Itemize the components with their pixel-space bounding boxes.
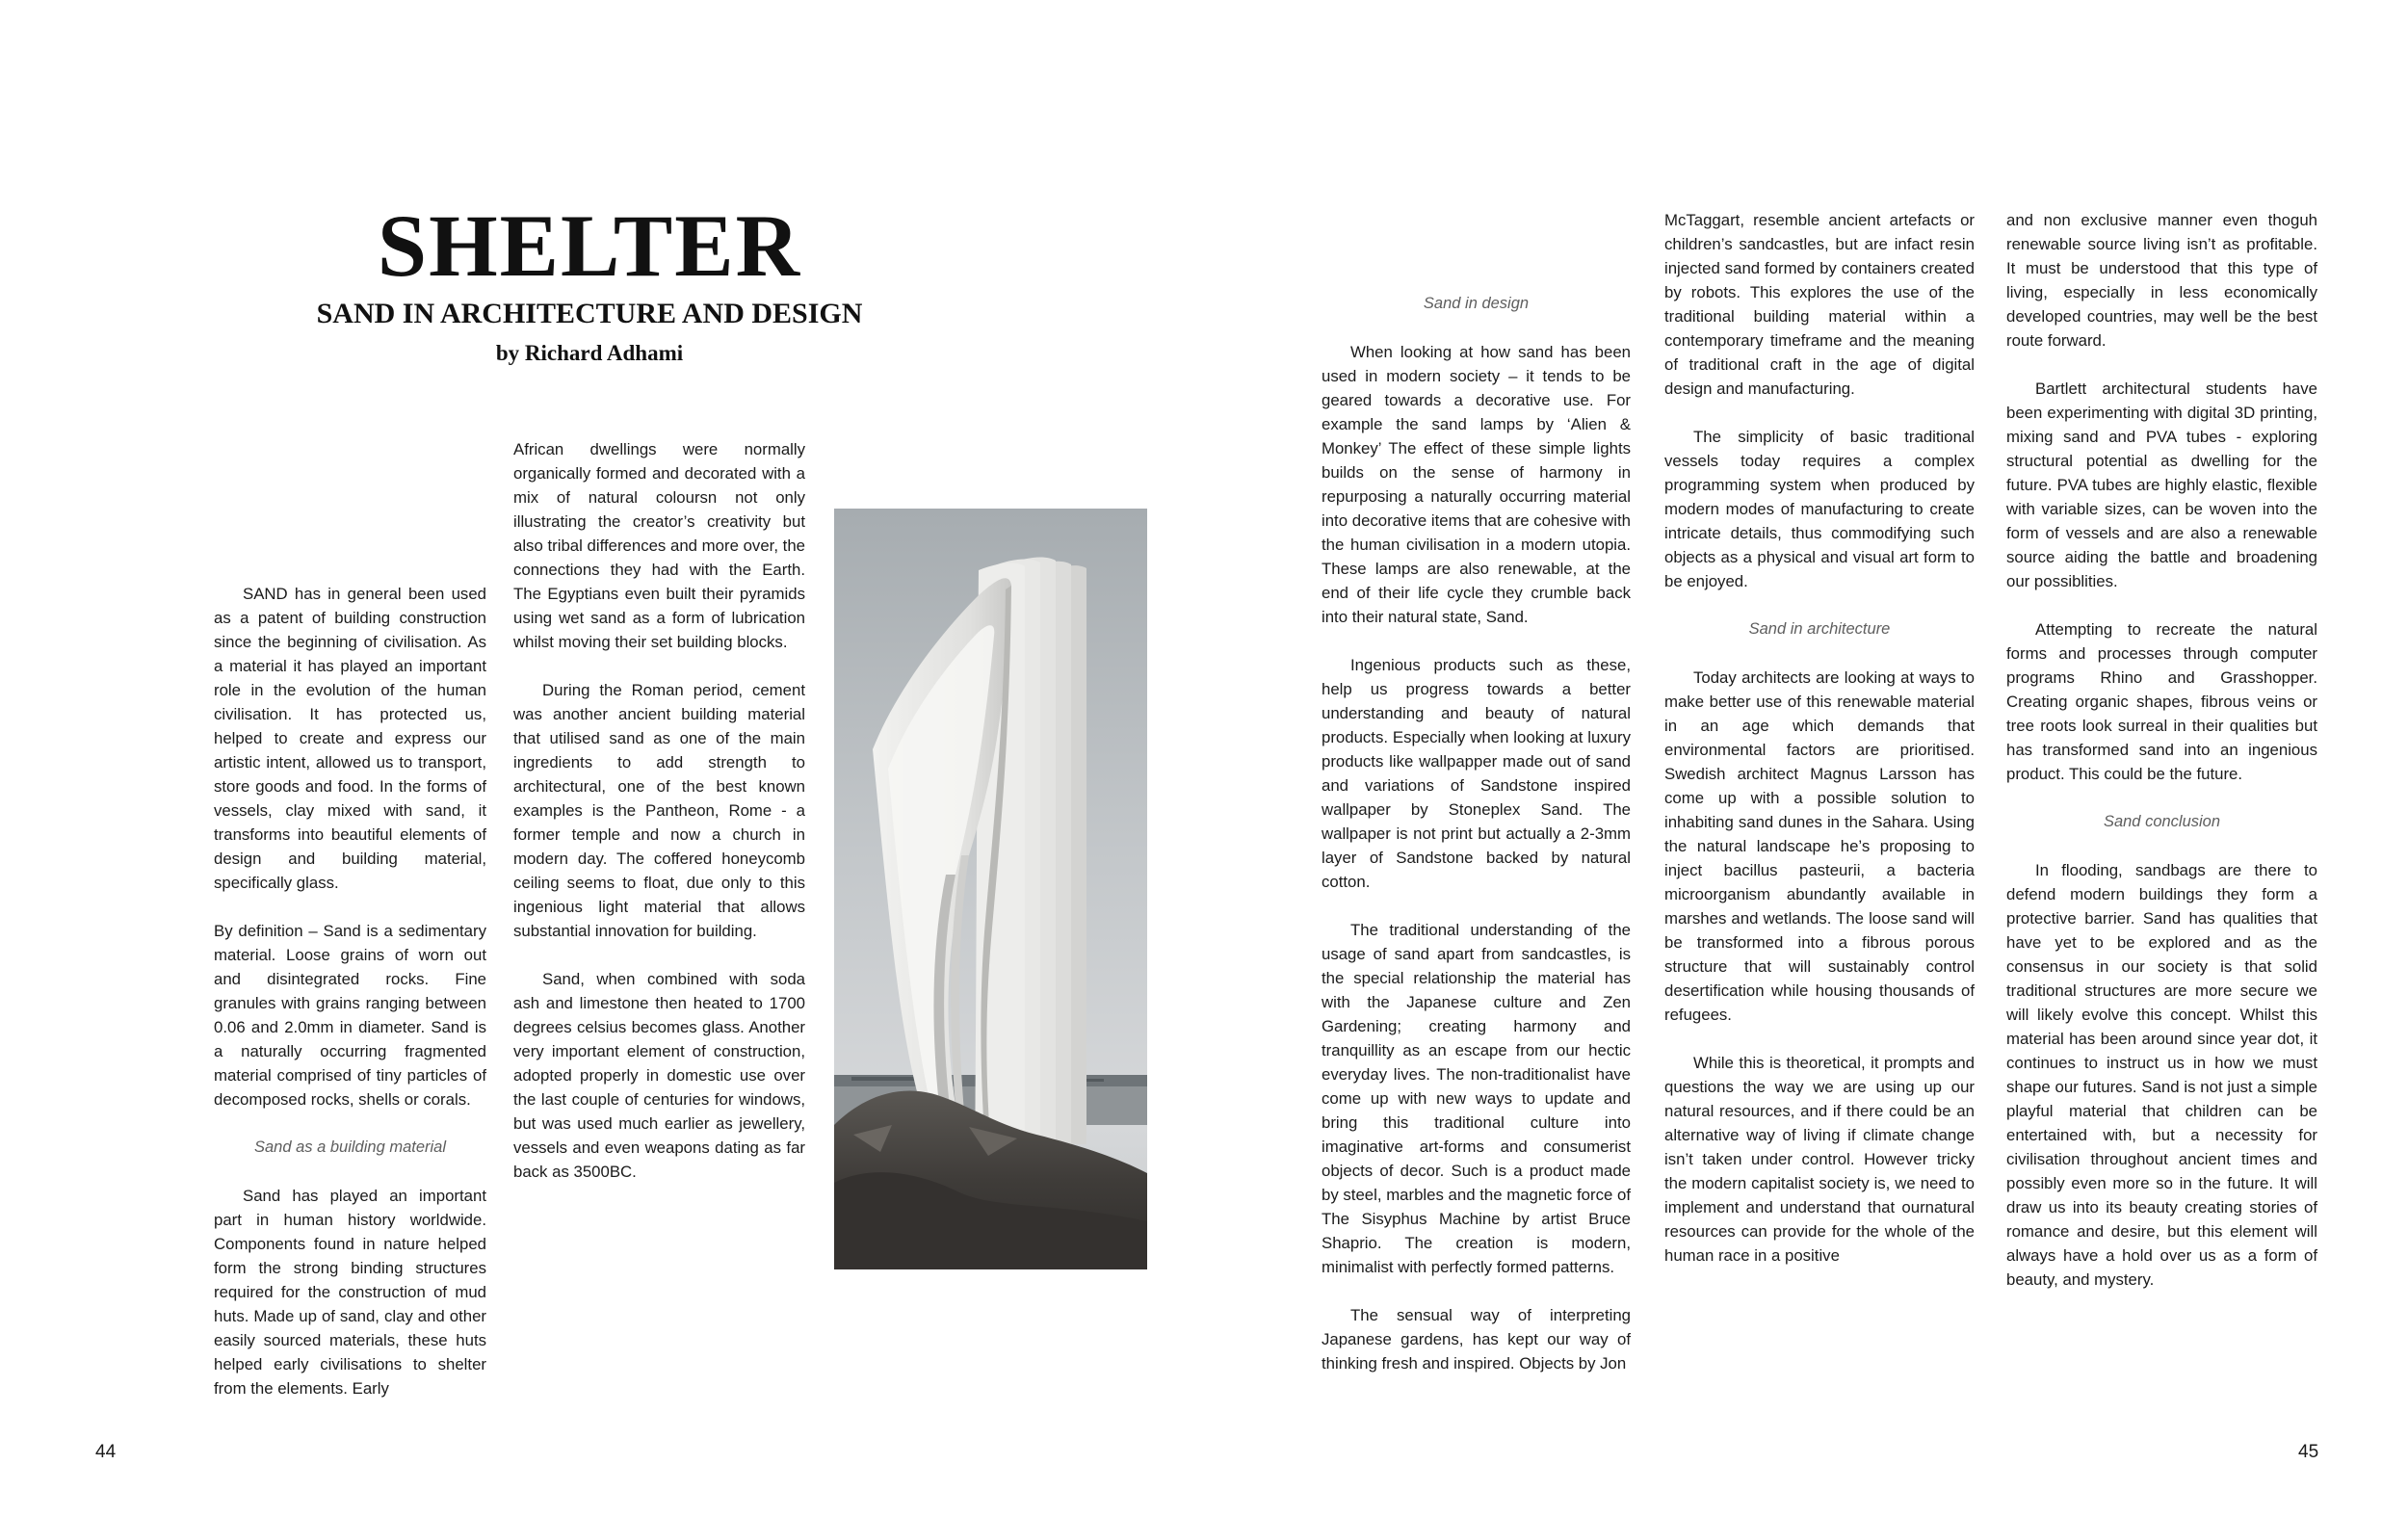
paragraph: In flooding, sandbags are there to defend modern buildings they form a protective barrier. Sand has qualities that have yet to be explored and as the consensus in our society is that solid traditional structures are more secure we will likely evolve this concept. Whilst this material has been around since year dot, it continues to instruct us in how we must shape our futures. Sand is not just a simple playful material that children can be entertained with, but a necessity for civilisation throughout ancient times and possibly even more so in the future. It will draw us into its beauty creating stories of romance and desire, but this element will always have a hold over us as a form of beauty, and mystery. — [2006, 861, 2317, 1289]
text-column-4 — [1664, 208, 1975, 1268]
paragraph: By definition – Sand is a sedimentary material. Loose grains of worn out and disintegrated rocks. Fine granules with grains ranging between 0.06 and 2.0mm in diameter. Sand is a naturally occurring fragmented material comprised of tiny particles of decomposed rocks, shells or corals. — [214, 922, 486, 1109]
section-heading: Sand as a building material — [253, 1138, 447, 1156]
section-heading: Sand in design — [1423, 295, 1530, 312]
paragraph: Sand, when combined with soda ash and limestone then heated to 1700 degrees celsius becomes glass. Another very important element of construction, adopted properly in domestic use over the last couple of centuries for windows, but was used much earlier as jewellery, vessels and even weapons dating as far back as 3500BC. — [513, 970, 805, 1181]
paragraph: During the Roman period, cement was another ancient building material that utilised sand as one of the main ingredients to add strength to architectural, one of the best known examples is the Pantheon, Rome - a former temple and now a church in modern day. The coffered honeycomb ceiling seems to float, due only to this ingenious light material that allows substantial innovation for building. — [513, 681, 805, 940]
page-number-left: 44 — [95, 1442, 117, 1462]
paragraph: McTaggart, resemble ancient artefacts or children’s sandcastles, but are infact resin injected sand formed by containers created by robots. This explores the use of the traditional building material within a contemporary timeframe and the meaning of traditional craft in the age of digital design and manufacturing. — [1664, 211, 1975, 398]
paragraph: Attempting to recreate the natural forms and processes through computer programs Rhino and Grasshopper. Creating organic shapes, fibrous veins or tree roots look surreal in their qualities but has transformed sand into an ingenious product. This could be the future. — [2006, 620, 2317, 783]
article-subtitle: SAND IN ARCHITECTURE AND DESIGN — [316, 298, 863, 329]
paragraph: When looking at how sand has been used in modern society – it tends to be geared towards a decorative use. For example the sand lamps by ‘Alien & Monkey’ The effect of these simple lights builds on the sense of harmony in repurposing a naturally occurring material into decorative items that are cohesive with the human civilisation in a modern utopia. These lamps are also renewable, at the end of their life cycle they crumble back into their natural state, Sand. — [1322, 343, 1631, 626]
paragraph: The simplicity of basic traditional vessels today requires a complex programming system when produced by modern modes of manufacturing to create intricate details, thus commodifying such objects as a physical and visual art form to be enjoyed. — [1664, 428, 1975, 590]
white-layered-tower-image — [834, 509, 1147, 1269]
text-column-3 — [1322, 292, 1631, 1375]
paragraph: While this is theoretical, it prompts and questions the way we are using up our natural resources, and if there could be an alternative way of living if climate change isn’t taken under control. However tricky the modern capitalist society is, we need to implement and understand that ournatural resources can provide for the whole of the human race in a positive — [1664, 1054, 1975, 1265]
architecture-photo — [834, 509, 1147, 1269]
article-header — [214, 197, 965, 371]
paragraph: SAND has in general been used as a patent of building construction since the beginning of civilisation. As a material it has played an important role in the evolution of the human civilisation. It has protected us, helped to create and express our artistic intent, allowed us to transport, store goods and food. In the forms of vessels, clay mixed with sand, it transforms into beautiful elements of design and building material, specifically glass. — [214, 585, 486, 892]
paragraph: Bartlett architectural students have been experimenting with digital 3D printing, mixing sand and PVA tubes - exploring structural potential as dwelling for the future. PVA tubes are highly elastic, flexible with variable sizes, can be woven into the form of vessels and are also a renewable source aiding the battle and broadening our possiblities. — [2006, 379, 2317, 590]
paragraph: Ingenious products such as these, help us progress towards a better understanding and beauty of natural products. Especially when looking at luxury products like wallpapper made out of sand and variations of Sandstone inspired wallpaper by Stoneplex Sand. The wallpaper is not print but actually a 2-3mm layer of Sandstone backed by natural cotton. — [1322, 656, 1631, 891]
paragraph: Today architects are looking at ways to make better use of this renewable material in an age which demands that environmental factors are prioritised. Swedish architect Magnus Larsson has come up with a possible solution to inhabiting sand dunes in the Sahara. Using the natural landscape he’s proposing to inject bacillus pasteurii, a bacteria microorganism abundantly available in marshes and wetlands. The loose sand will be transformed into a fibrous porous structure that will sustainably control desertification while housing thousands of refugees. — [1664, 668, 1975, 1024]
text-column-5 — [2006, 208, 2317, 1292]
article-title: SHELTER — [377, 196, 802, 295]
section-heading: Sand in architecture — [1748, 620, 1891, 638]
paragraph: African dwellings were normally organically formed and decorated with a mix of natural coloursn not only illustrating the creator’s creativity but also tribal differences and more over, the connections they had with the Earth. The Egyptians even built their pyramids using wet sand as a form of lubrication whilst moving their set building blocks. — [513, 440, 805, 651]
section-heading: Sand conclusion — [2103, 813, 2221, 830]
page-number-right: 45 — [2298, 1442, 2319, 1462]
paragraph: The traditional understanding of the usage of sand apart from sandcastles, is the special relationship the material has with the Japanese culture and Zen Gardening; creating harmony and tranquillity as an escape from our hectic everyday lives. The non-traditionalist have come up with new ways to update and bring this traditional culture into imaginative art-forms and consumerist objects of decor. Such is a product made by steel, marbles and the magnetic force of The Sisyphus Machine by artist Bruce Shaprio. The creation is modern, minimalist with perfectly formed patterns. — [1322, 921, 1631, 1276]
paragraph: Sand has played an important part in human history worldwide. Components found in nature helped form the strong binding structures required for the construction of mud huts. Made up of sand, clay and other easily sourced materials, these huts helped early civilisations to shelter from the elements. Early — [214, 1187, 486, 1398]
article-byline: by Richard Adhami — [495, 341, 684, 365]
text-column-1 — [214, 582, 486, 1400]
paragraph: The sensual way of interpreting Japanese gardens, has kept our way of thinking fresh and inspired. Objects by Jon — [1322, 1306, 1631, 1373]
paragraph: and non exclusive manner even thoguh renewable source living isn’t as profitable. It must be understood that this type of living, especially in less economically developed countries, may well be the best route forward. — [2006, 211, 2317, 350]
text-column-2 — [513, 437, 805, 1184]
